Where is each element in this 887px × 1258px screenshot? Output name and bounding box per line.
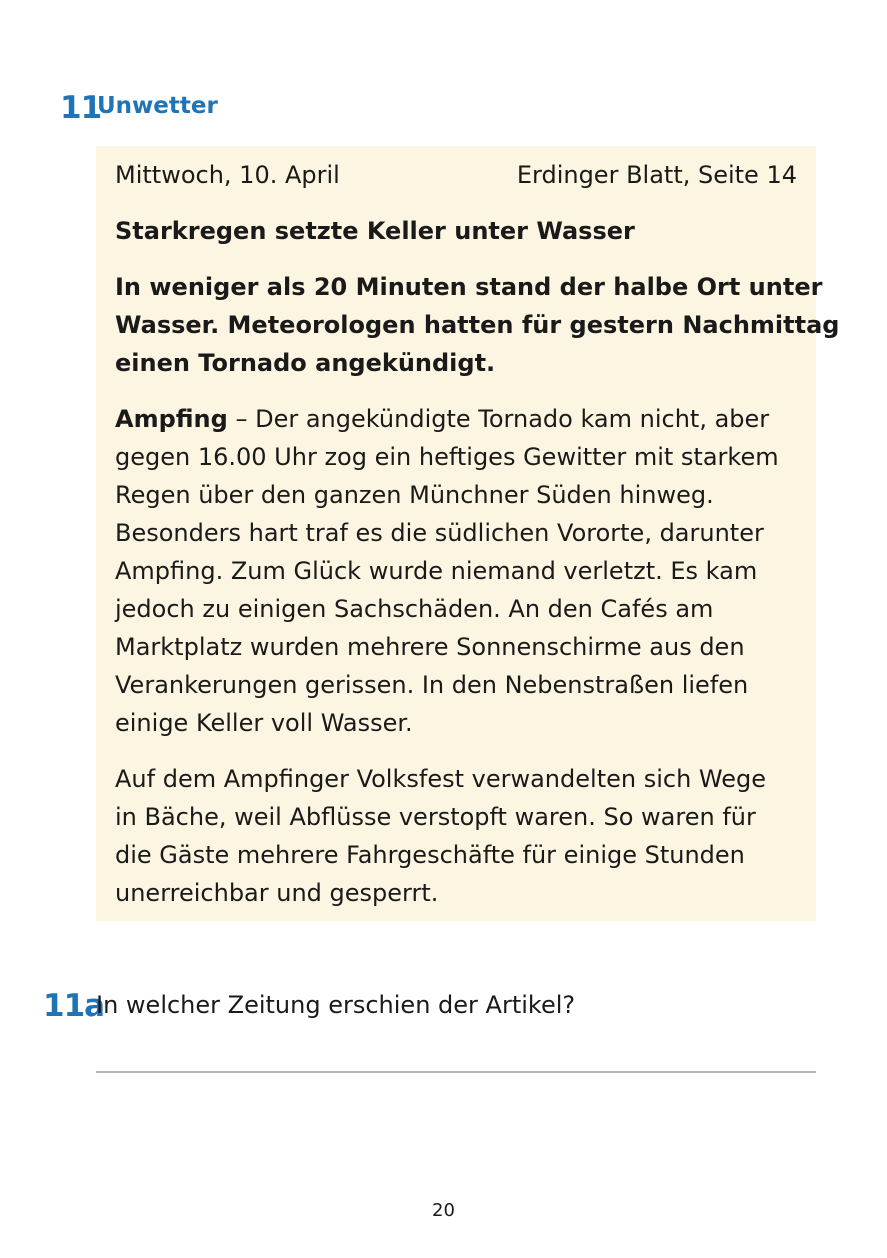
body-line: Ampfing. Zum Glück wurde niemand verletzt. Es kam: [115, 557, 758, 585]
task-number: 11: [60, 90, 102, 126]
body-line: Auf dem Ampfinger Volksfest verwandelten sich Wege: [115, 765, 766, 793]
body-line-text: – Der angekündigte Tornado kam nicht, aber: [227, 405, 770, 433]
lead-line: Wasser. Meteorologen hatten für gestern Nachmittag: [115, 311, 840, 339]
body-line: Besonders hart traf es die südlichen Vororte, darunter: [115, 519, 764, 547]
body-line: die Gäste mehrere Fahrgeschäfte für einige Stunden: [115, 841, 745, 869]
article-headline: Starkregen setzte Keller unter Wasser: [115, 217, 635, 245]
article-meta-row: [115, 156, 797, 194]
article-paragraph-2: [115, 760, 797, 912]
lead-line: einen Tornado angekündigt.: [115, 349, 496, 377]
body-line: Regen über den ganzen Münchner Süden hinweg.: [115, 481, 714, 509]
body-line: [115, 400, 797, 438]
task-title: Unwetter: [97, 93, 218, 119]
body-line: unerreichbar und gesperrt.: [115, 879, 439, 907]
answer-line[interactable]: [96, 1071, 816, 1073]
page-number: 20: [432, 1200, 455, 1221]
lead-line: In weniger als 20 Minuten stand der halbe Ort unter: [115, 273, 823, 301]
body-line: Verankerungen gerissen. In den Nebenstraßen liefen: [115, 671, 749, 699]
newspaper-article-box: [96, 146, 840, 921]
body-line: jedoch zu einigen Sachschäden. An den Cafés am: [115, 595, 714, 623]
question-text: In welcher Zeitung erschien der Artikel?: [96, 991, 576, 1019]
body-line: Marktplatz wurden mehrere Sonnenschirme aus den: [115, 633, 745, 661]
article-lead: [115, 268, 840, 382]
article-source: Erdinger Blatt, Seite 14: [516, 161, 797, 189]
article-paragraph-1: [115, 400, 797, 742]
question-number: 11a: [43, 988, 105, 1024]
article-date: Mittwoch, 10. April: [115, 161, 340, 189]
article-dateline: Ampfing: [115, 405, 228, 433]
body-line: einige Keller voll Wasser.: [115, 709, 413, 737]
body-line: gegen 16.00 Uhr zog ein heftiges Gewitter mit starkem: [115, 443, 779, 471]
body-line: in Bäche, weil Abflüsse verstopft waren. So waren für: [115, 803, 756, 831]
